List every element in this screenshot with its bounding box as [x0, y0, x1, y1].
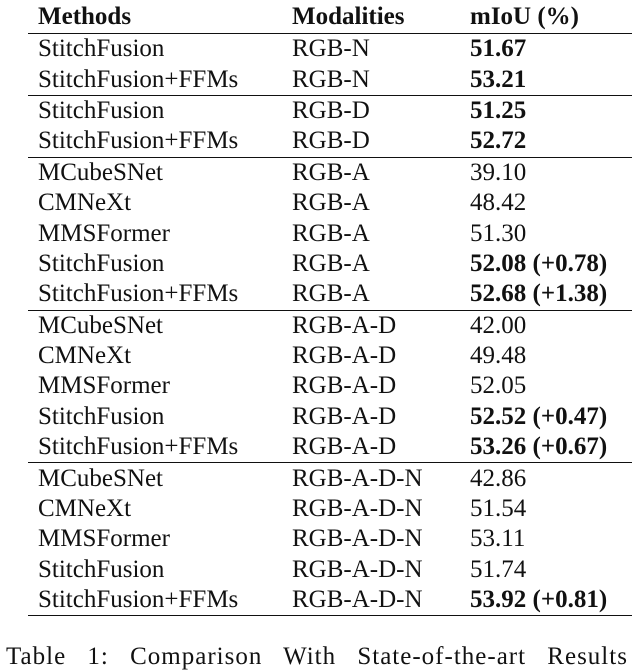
method-cell: StitchFusion+FFMs [38, 65, 239, 93]
modality-cell: RGB-A [292, 280, 370, 308]
modality-cell: RGB-N [282, 34, 460, 65]
method-cell: StitchFusion+FFMs [38, 127, 239, 155]
table-row [28, 95, 632, 126]
modality-cell: RGB-A-D [282, 310, 460, 341]
table-row [28, 126, 632, 157]
table-row [28, 218, 632, 248]
method-cell: StitchFusion [28, 34, 282, 65]
modality-cell: RGB-A-D [292, 433, 397, 461]
method-cell: StitchFusion [38, 555, 165, 583]
table-caption: Table 1: Comparison With State-of-the-art Results [6, 643, 628, 670]
table-row [28, 371, 632, 401]
header-modalities: Modalities [282, 0, 460, 34]
miou-cell: 53.26 (+0.67) [470, 433, 608, 461]
table-header-row [28, 0, 632, 34]
method-cell: MCubeSNet [28, 463, 282, 494]
modality-cell: RGB-A-D [292, 372, 397, 400]
table-row [28, 585, 632, 616]
method-cell: StitchFusion [38, 402, 165, 430]
header-methods: Methods [28, 0, 282, 34]
modality-cell: RGB-A-D-N [292, 525, 423, 553]
modality-cell: RGB-A [292, 189, 370, 217]
table-row [28, 34, 632, 65]
miou-cell: 53.11 [470, 525, 526, 553]
modality-cell: RGB-A-D-N [282, 585, 460, 616]
miou-cell: 52.68 (+1.38) [470, 280, 608, 308]
miou-cell: 51.74 [470, 555, 527, 583]
miou-cell: 51.54 [470, 495, 527, 523]
modality-cell: RGB-A-D [292, 402, 397, 430]
modality-cell: RGB-D [292, 127, 370, 155]
modality-cell: RGB-N [292, 65, 370, 93]
miou-cell: 52.72 [470, 127, 527, 155]
method-cell: StitchFusion+FFMs [28, 585, 282, 616]
method-cell: MCubeSNet [28, 157, 282, 188]
miou-cell: 51.67 [460, 34, 632, 65]
method-cell: StitchFusion [28, 95, 282, 126]
table-row [28, 524, 632, 554]
table-row [28, 310, 632, 341]
table-row [28, 463, 632, 494]
method-cell: MMSFormer [38, 372, 170, 400]
modality-cell: RGB-A-D-N [292, 555, 423, 583]
header-miou: mIoU (%) [460, 0, 632, 34]
table-row [28, 555, 632, 585]
table-body [28, 34, 632, 616]
table-row [28, 279, 632, 310]
method-cell: CMNeXt [38, 495, 132, 523]
method-cell: StitchFusion+FFMs [38, 280, 239, 308]
table-row [28, 64, 632, 95]
miou-cell: 52.08 (+0.78) [470, 249, 608, 277]
results-table [28, 0, 632, 616]
miou-cell: 51.25 [460, 95, 632, 126]
modality-cell: RGB-A-D-N [282, 463, 460, 494]
miou-cell: 51.30 [470, 219, 527, 247]
modality-cell: RGB-A-D-N [292, 495, 423, 523]
table-row [28, 249, 632, 279]
miou-cell: 53.21 [470, 65, 527, 93]
method-cell: MCubeSNet [28, 310, 282, 341]
method-cell: StitchFusion+FFMs [38, 433, 239, 461]
method-cell: MMSFormer [38, 219, 170, 247]
miou-cell: 42.00 [460, 310, 632, 341]
table-row [28, 402, 632, 432]
table-row [28, 432, 632, 463]
method-cell: MMSFormer [38, 525, 170, 553]
method-cell: CMNeXt [38, 189, 132, 217]
modality-cell: RGB-A [282, 157, 460, 188]
method-cell: CMNeXt [38, 342, 132, 370]
miou-cell: 49.48 [470, 342, 527, 370]
table-row [28, 341, 632, 371]
miou-cell: 52.05 [470, 372, 527, 400]
miou-cell: 53.92 (+0.81) [460, 585, 632, 616]
miou-cell: 42.86 [460, 463, 632, 494]
modality-cell: RGB-A [292, 219, 370, 247]
table-row [28, 494, 632, 524]
modality-cell: RGB-D [282, 95, 460, 126]
modality-cell: RGB-A-D [292, 342, 397, 370]
miou-cell: 39.10 [460, 157, 632, 188]
table-row [28, 157, 632, 188]
miou-cell: 52.52 (+0.47) [470, 402, 608, 430]
modality-cell: RGB-A [292, 249, 370, 277]
table-row [28, 188, 632, 218]
miou-cell: 48.42 [470, 189, 527, 217]
results-table-container [28, 0, 632, 616]
method-cell: StitchFusion [38, 249, 165, 277]
